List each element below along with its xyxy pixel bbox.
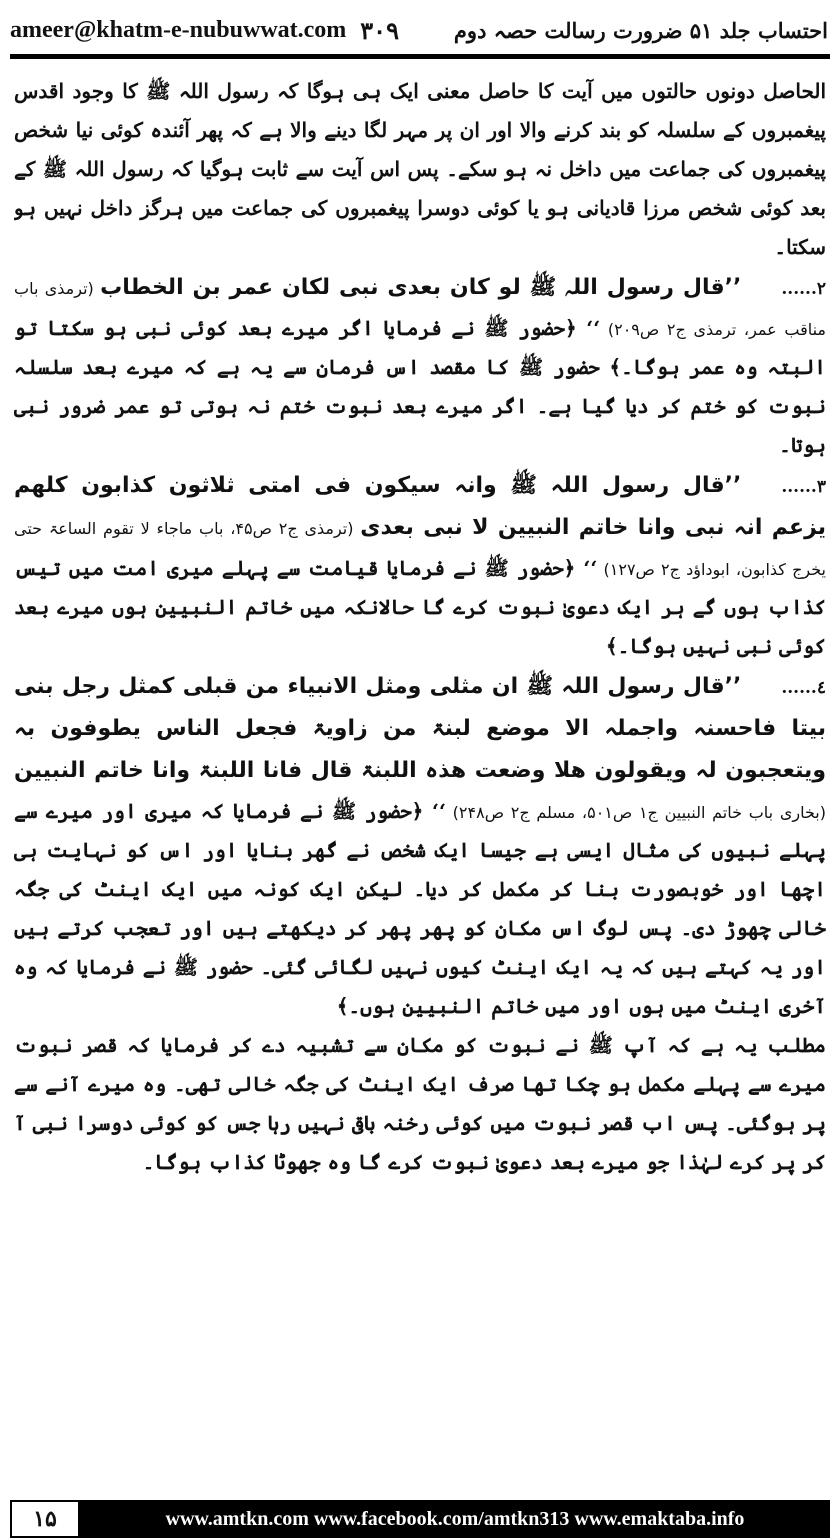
page-header xyxy=(10,10,828,50)
header-page-number: ٣٠٩ xyxy=(360,15,399,45)
header-rule xyxy=(10,54,830,59)
hadith-4-translation: ‘‘ ﴿حضور ﷺ نے فرمایا کہ میری اور میرے سے پہلے نبیوں کی مثال ایسی ہے جیسا ایک شخص نے گھر بنایا اور اس کو نہایت ہی اچھا اور خوبصورت بنا کر مکمل کر دیا۔ لیکن ایک کونہ میں ایک اینٹ کی جگہ خالی چھوڑ دی۔ پس لوگ اس مکان کو پھر پھر کر دیکھتے ہیں اور تعجب کرتے ہیں اور یہ کہتے ہیں کہ یہ ایک اینٹ کیوں نہیں لگائی گئی۔ حضور ﷺ نے فرمایا کہ وہ آخری اینٹ میں ہوں اور میں خاتم النبیین ہوں۔﴾ xyxy=(14,799,826,1018)
hadith-2-reference: (ترمذی باب مناقب عمر، ترمذی ج۲ ص۲۰۹) xyxy=(14,279,826,339)
header-email: ameer@khatm-e-nubuwwat.com xyxy=(10,16,347,43)
hadith-2-arabic: ’’قال رسول اللہ ﷺ لو کان بعدی نبی لکان عمر بن الخطاب xyxy=(100,275,742,300)
hadith-3-number: ٣...... xyxy=(781,477,826,497)
footer-page-number: ١۵ xyxy=(10,1500,80,1538)
intro-paragraph: الحاصل دونوں حالتوں میں آیت کا حاصل معنی ایک ہی ہوگا کہ رسول اللہ ﷺ کا وجود اقدس پیغمبروں کے سلسلہ کو بند کرنے والا اور ان پر مہر لگا دینے والا ہے کہ پھر آئندہ کوئی نیا شخص پیغمبروں کی جماعت میں داخل نہ ہو سکے۔ پس اس آیت سے ثابت ہوگیا کہ رسول اللہ ﷺ کے بعد کوئی شخص مرزا قادیانی ہو یا کوئی دوسرا پیغمبروں کی جماعت میں ہرگز داخل نہیں ہو سکتا۔ xyxy=(14,79,826,259)
hadith-3 xyxy=(14,465,826,666)
hadith-4-reference: (بخاری باب خاتم النبیین ج۱ ص۵۰۱، مسلم ج۲ ص۲۴۸) xyxy=(452,803,826,822)
hadith-2-number: ٢...... xyxy=(781,279,826,299)
hadith-2-translation: ‘‘ ﴿حضور ﷺ نے فرمایا اگر میرے بعد کوئی نبی ہو سکتا تو البتہ وہ عمر ہوگا۔﴾ حضور ﷺ کا مقصد اس فرمان سے یہ ہے کہ میرے بعد سلسلہ نبوت کو ختم کر دیا گیا ہے۔ اگر میرے بعد نبوت ختم نہ ہوتی تو عمر ضرور نبی ہوتا۔ xyxy=(14,316,826,457)
header-book-title: احتساب جلد ۵۱ ضرورت رسالت حصہ دوم xyxy=(453,17,828,43)
hadith-2 xyxy=(14,267,826,465)
page-content xyxy=(14,72,826,1472)
page-footer xyxy=(10,1500,830,1538)
hadith-4 xyxy=(14,666,826,1026)
conclusion-paragraph: مطلب یہ ہے کہ آپ ﷺ نے نبوت کو مکان سے تشبیہ دے کر فرمایا کہ قصر نبوت میرے سے پہلے مکمل ہو چکا تھا صرف ایک اینٹ کی جگہ خالی تھی۔ وہ میرے آنے سے پر ہوگئی۔ پس اب قصر نبوت میں کوئی رخنہ باقی نہیں رہا جس کو کوئی دوسرا نبی آ کر پر کرے لہٰذا جو میرے بعد دعویٰ نبوت کرے گا وہ جھوٹا کذاب ہوگا۔ xyxy=(14,1033,826,1174)
hadith-4-number: ٤...... xyxy=(781,678,826,698)
hadith-3-translation: ‘‘ ﴿حضور ﷺ نے فرمایا قیامت سے پہلے میری امت میں تیس کذاب ہوں گے ہر ایک دعویٰ نبوت کرے گا حالانکہ میں خاتم النبیین ہوں میرے بعد کوئی نبی نہیں ہوگا۔﴾ xyxy=(14,556,826,658)
hadith-4-arabic: ’’قال رسول اللہ ﷺ ان مثلی ومثل الانبیاء من قبلی کمثل رجل بنی بیتا فاحسنہ واجملہ الا موضع لبنۃ من زاویۃ فجعل الناس یطوفون بہ ویتعجبون لہ ویقولون ھلا وضعت ھذہ اللبنۃ قال فانا اللبنۃ وانا خاتم النبیین xyxy=(14,674,826,783)
footer-links: www.amtkn.com www.facebook.com/amtkn313 www.emaktaba.info xyxy=(80,1500,830,1538)
hadith-3-arabic: ’’قال رسول اللہ ﷺ وانہ سیکون فی امتی ثلاثون کذابون کلھم یزعم انہ نبی وانا خاتم النبیین لا نبی بعدی xyxy=(14,473,826,540)
hadith-3-reference: (ترمذی ج۲ ص۴۵، باب ماجاء لا تقوم الساعۃ حتی یخرج کذابون، ابوداؤد ج۲ ص۱۲۷) xyxy=(14,519,826,579)
